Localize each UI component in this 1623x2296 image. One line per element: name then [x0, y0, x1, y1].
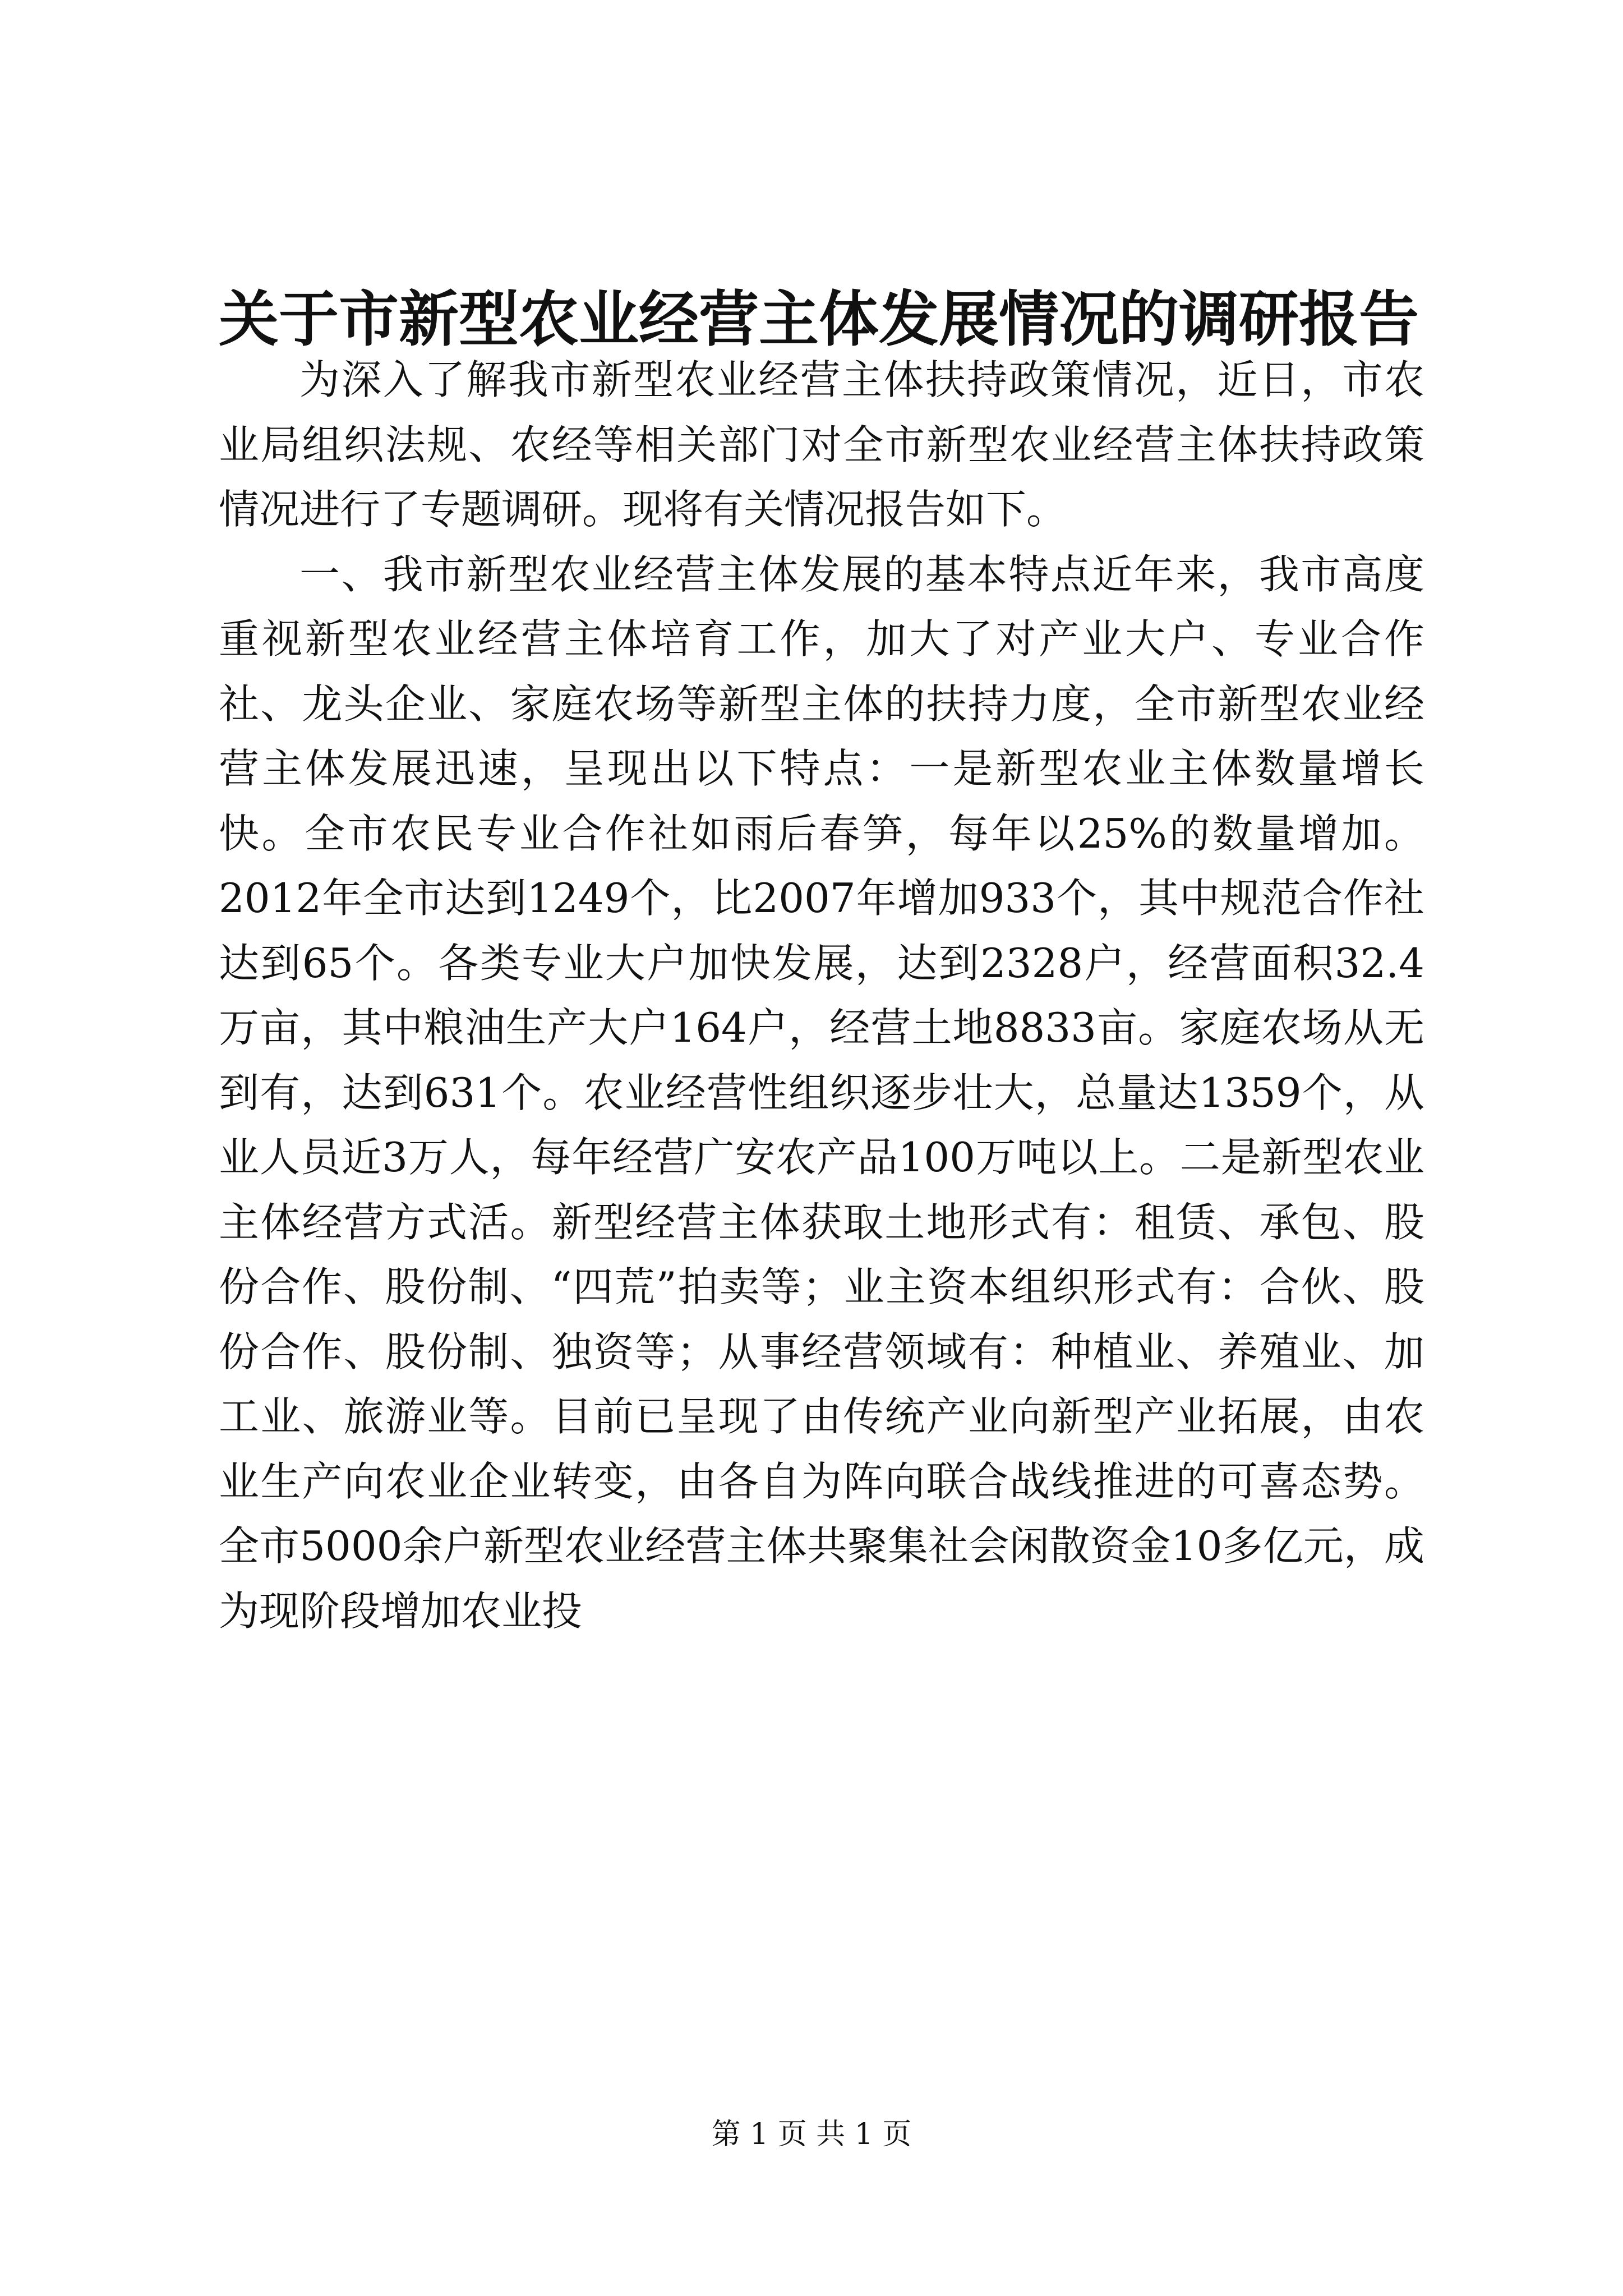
document-title: 关于市新型农业经营主体发展情况的调研报告	[219, 284, 1419, 355]
document-body	[219, 348, 1424, 1644]
paragraph-intro: 为深入了解我市新型农业经营主体扶持政策情况，近日，市农业局组织法规、农经等相关部门对全市新型农业经营主体扶持政策情况进行了专题调研。现将有关情况报告如下。	[219, 356, 1424, 533]
page-number-footer: 第 1 页 共 1 页	[711, 2118, 912, 2151]
paragraph-section-1: 一、我市新型农业经营主体发展的基本特点近年来，我市高度重视新型农业经营主体培育工作，加大了对产业大户、专业合作社、龙头企业、家庭农场等新型主体的扶持力度，全市新型农业经营主体发展迅速，呈现出以下特点：一是新型农业主体数量增长快。全市农民专业合作社如雨后春笋，每年以25%的数量增加。2012年全市达到1249个，比2007年增加933个，其中规范合作社达到65个。各类专业大户加快发展，达到2328户，经营面积32.4万亩，其中粮油生产大户164户，经营土地8833亩。家庭农场从无到有，达到631个。农业经营性组织逐步壮大，总量达1359个，从业人员近3万人，每年经营广安农产品100万吨以上。二是新型农业主体经营方式活。新型经营主体获取土地形式有：租赁、承包、股份合作、股份制、“四荒”拍卖等；业主资本组织形式有：合伙、股份合作、股份制、独资等；从事经营领域有：种植业、养殖业、加工业、旅游业等。目前已呈现了由传统产业向新型产业拓展，由农业生产向农业企业转变，由各自为阵向联合战线推进的可喜态势。全市5000余户新型农业经营主体共聚集社会闲散资金10多亿元，成为现阶段增加农业投	[219, 550, 1424, 1635]
